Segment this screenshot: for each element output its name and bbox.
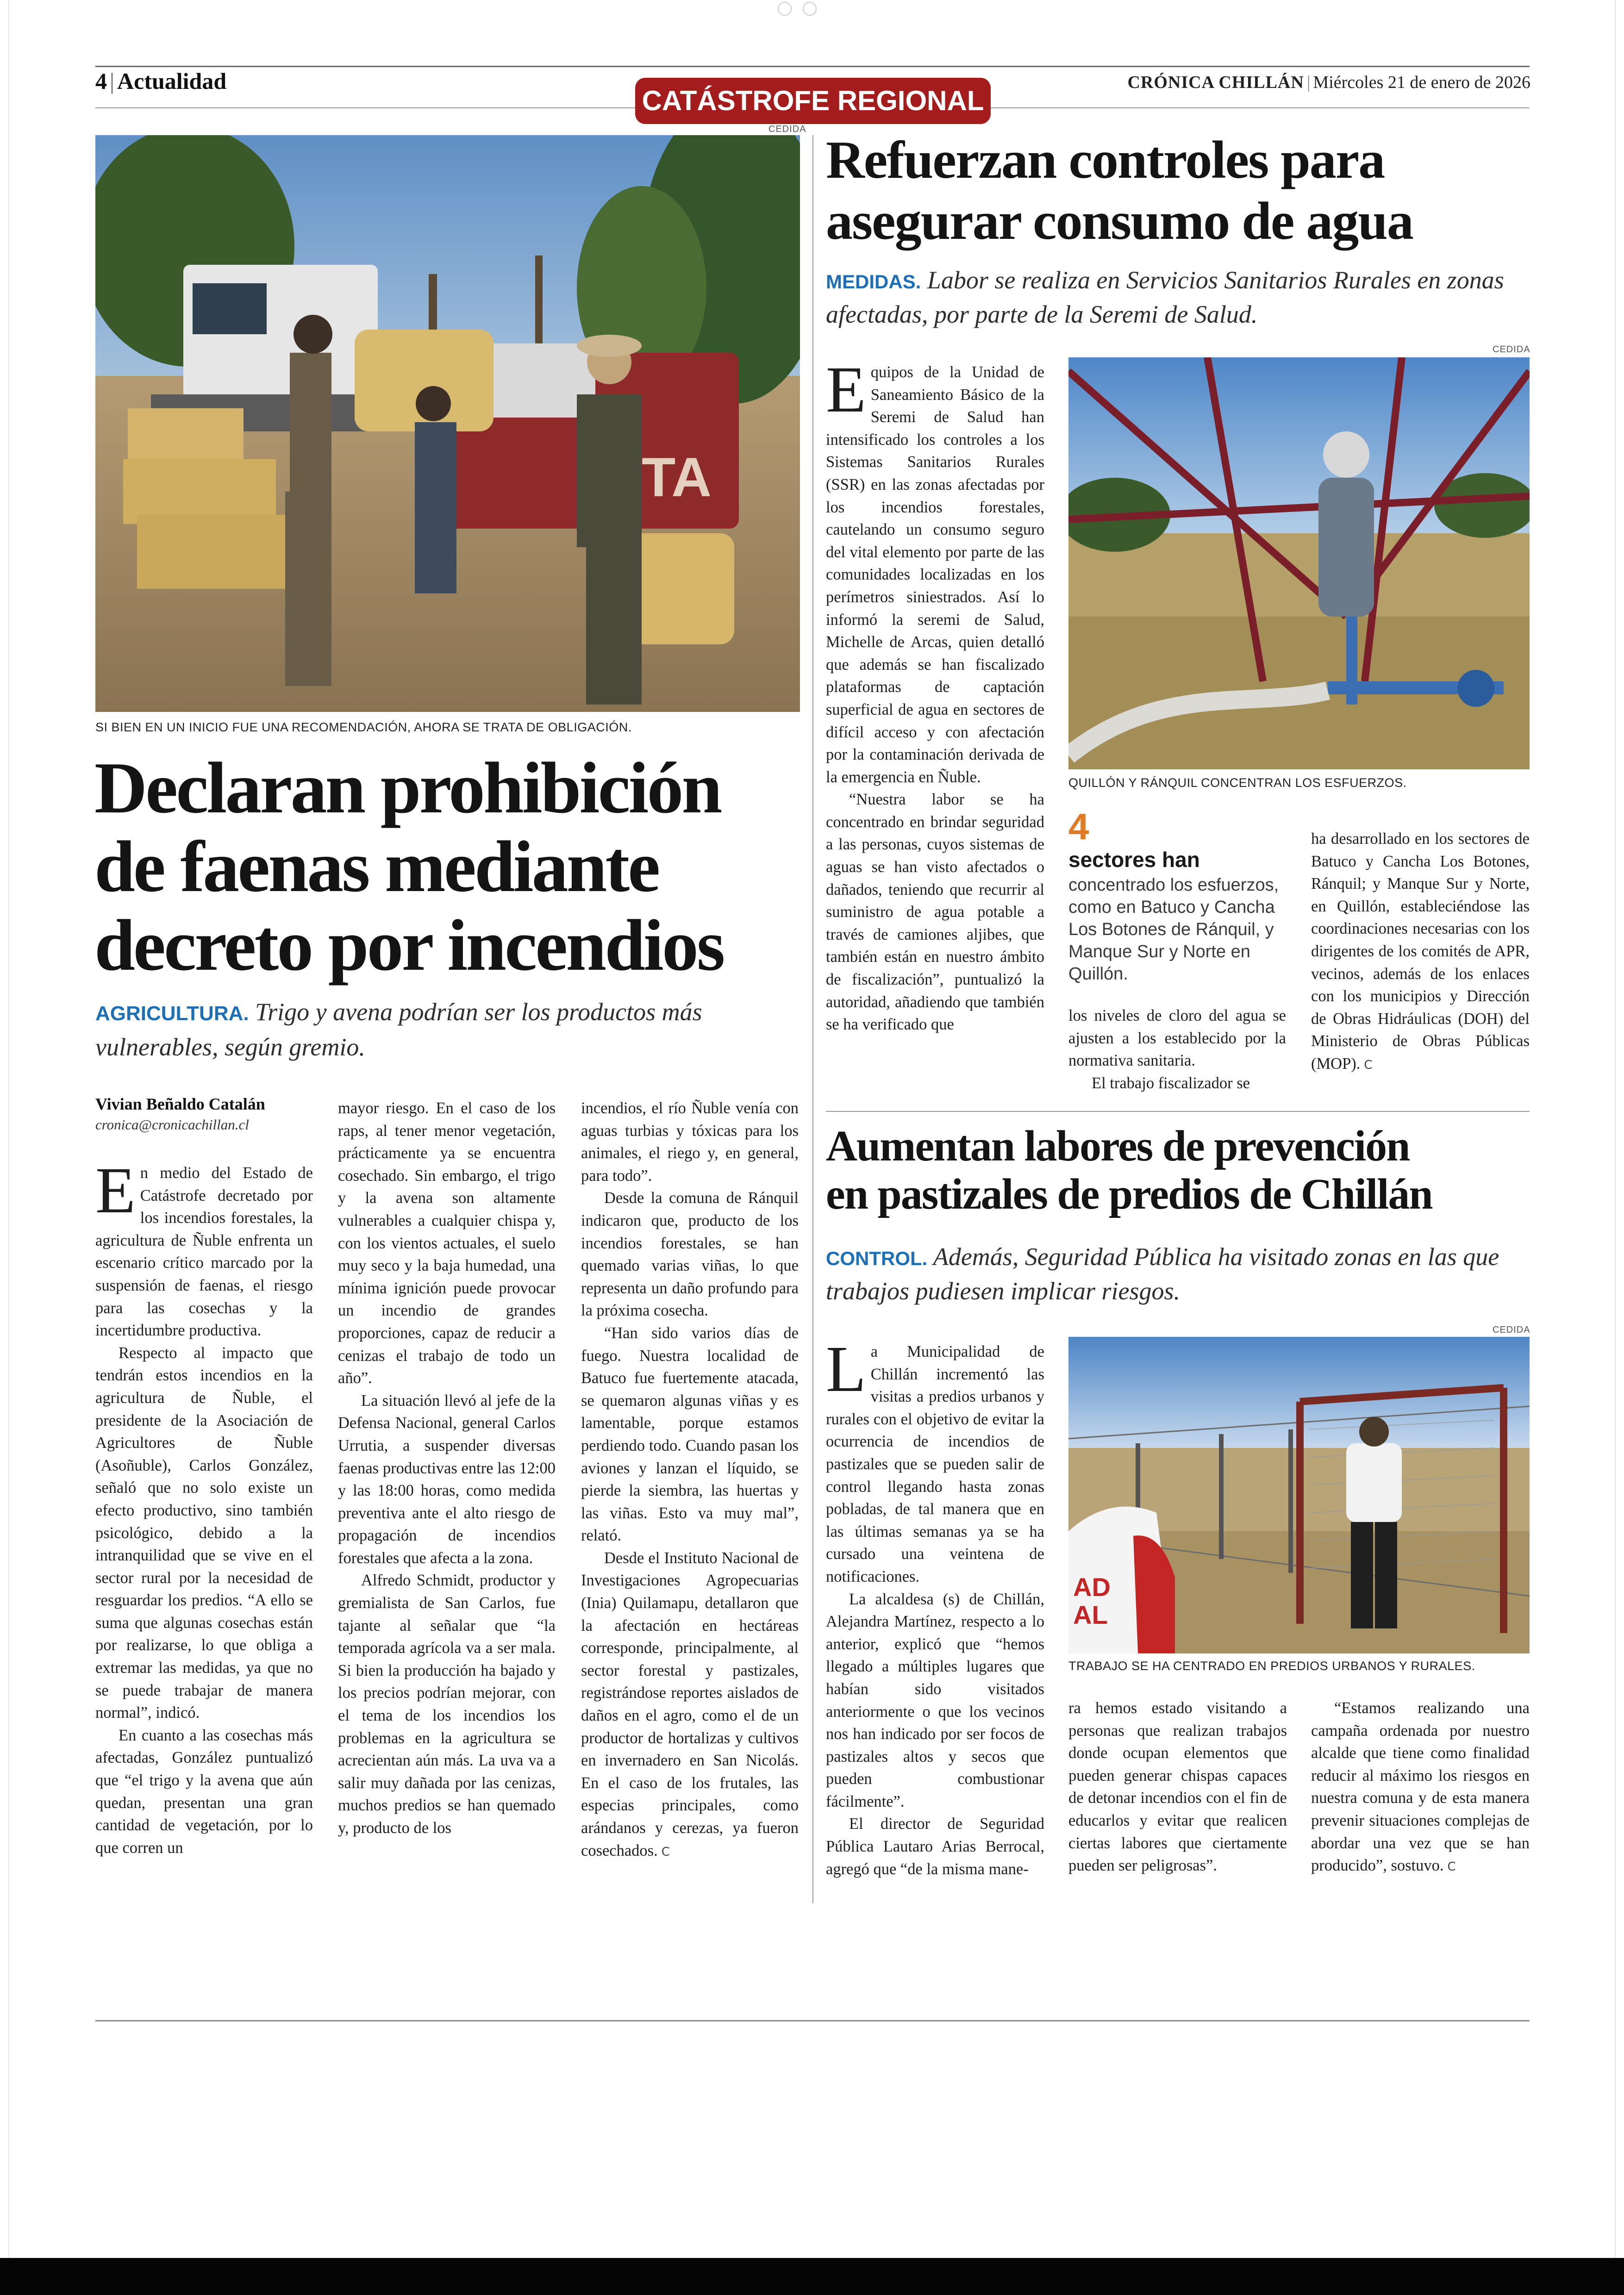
water-article-paragraph: ha desarrollado en los sectores de Batuco y Cancha Los Botones, Ránquil; y Manque Sur y Norte, en Quillón, estableciéndose las coordinaciones necesarias con los dirigentes de los comités de APR, vecinos, además de los enlaces con los municipios y Dirección de Obras Hidráulicas (DOH) del Ministerio de Obras Públicas (MOP). C — [1311, 830, 1530, 1073]
masthead-info: CRÓNICA CHILLÁN | Miércoles 21 de enero de 2026 — [1127, 73, 1530, 92]
water-article-paragraph: “Nuestra labor se ha concentrado en brindar seguridad a las personas, cuyos sistemas de aguas se han visto afectados o dañados, teniendo que recurrir al suministro de agua potable a través de camiones aljibes, que también están en nuestro ámbito de fiscalización”, puntualizó la autoridad, añadiendo que también se ha verificado que — [826, 791, 1044, 1034]
left-article-col-1 — [95, 1154, 313, 1859]
water-system-photo-image — [1068, 357, 1530, 769]
page-edge-left — [8, 0, 9, 2258]
stat-box — [1068, 808, 1286, 985]
left-article-paragraph: Desde el Instituto Nacional de Investigaciones Agropecuarias (Inia) Quilamapu, detallaron que la afectación en hectáreas corresponde, principalmente, al sector forestal y pastizales, registrándose reportes aislados de daños en el agro, como el de un productor de hortalizas y cultivos en invernadero en San Nicolás. En el caso de los frutales, las especias principales, como arándanos y cerezas, ya fueron cosechados. C — [581, 1549, 799, 1859]
svg-text:AL: AL — [1073, 1600, 1108, 1629]
column-divider — [812, 135, 813, 1903]
drop-cap: L — [826, 1332, 866, 1405]
byline — [95, 1094, 265, 1133]
left-article-paragraph: Respecto al impacto que tendrán estos incendios en la agricultura de Ñuble, el presidente de la Asociación de Agricultores de Ñuble (Asoñuble), Carlos González, señaló que no solo existe un efecto productivo, sino también psicológico, debido a la intranquilidad que se vive en el sector rural por la necesidad de resguardar los predios. “A ello se suma que algunas cosechas están por realizarse, lo que obliga a extremar las medidas, ya que no se puede trabajar de manera normal”, indicó. — [95, 1344, 313, 1722]
prevention-article-paragraph: La Municipalidad de Chillán incrementó las visitas a predios urbanos y rurales con el objetivo de evitar la ocurrencia de incendios de pastizales que se pueden salir de control llegando hasta zonas pobladas, de tal manera que en las últimas semanas ya se ha cursado una veintena de notificaciones. — [826, 1332, 1044, 1585]
end-mark-icon: C — [1447, 1860, 1456, 1874]
left-article-paragraph: Alfredo Schmidt, productor y gremialista de San Carlos, fue tajante al señalar que “la temporada agrícola va a ser mala. Si bien la producción ha bajado y los precios podrían mejorar, con el tema de los incendios los problemas en la agricultura se acrecientan aún más. La uva va a salir muy dañada por las cenizas, muchos predios se han quemado y, producto de los — [338, 1572, 556, 1837]
svg-text:TA: TA — [642, 446, 712, 508]
svg-text:AD: AD — [1073, 1572, 1111, 1602]
prevention-article-col-1 — [826, 1332, 1044, 1880]
fence-inspection-photo-image — [1068, 1337, 1530, 1653]
hay-bales-photo — [95, 135, 800, 712]
main-headline — [94, 749, 723, 985]
prevention-headline-line-1: Aumentan labores de prevención — [826, 1122, 1410, 1170]
prevention-deck-text: Además, Seguridad Pública ha visitado zonas en las que trabajos pudiesen implicar riesgos. — [826, 1243, 1499, 1305]
author-name: Vivian Beñaldo Catalán — [95, 1095, 265, 1113]
left-article-col-2 — [338, 1097, 556, 1840]
prevention-kicker: CONTROL. — [826, 1247, 928, 1269]
end-mark-icon: C — [1364, 1058, 1373, 1072]
left-article-paragraph: En medio del Estado de Catástrofe decretado por los incendios forestales, la agricultura de Ñuble enfrenta un escenario crítico marcado por la suspensión de faenas, el riesgo para las cosechas y la incertidumbre productiva. — [95, 1154, 313, 1340]
fence-inspection-photo — [1068, 1337, 1530, 1653]
photo-credit-prevention: CEDIDA — [1493, 1325, 1530, 1335]
photo-credit-water: CEDIDA — [1493, 344, 1530, 355]
page-indicator[interactable] — [778, 2, 833, 15]
prevention-article-paragraph: ra hemos estado visitando a personas que realizan trabajos donde ocupan elementos que pueden generar chispas capaces de detonar incendios con el fin de educarlos y evitar que realicen ciertas labores que ciertamente pueden ser peligrosas”. — [1068, 1699, 1287, 1875]
stat-text: concentrado los esfuerzos, como en Batuco y Cancha Los Botones de Ránquil, y Manque Sur y Norte en Quillón. — [1068, 875, 1279, 984]
water-deck — [826, 264, 1530, 331]
header-top-rule — [95, 66, 1530, 67]
water-article-paragraph: los niveles de cloro del agua se ajusten a los establecido por la normativa sanitaria. — [1068, 1007, 1286, 1070]
prevention-article-paragraph: La alcaldesa (s) de Chillán, Alejandra Martínez, respecto a lo anterior, explicó que “hemos llegado a múltiples lugares que habían sido visitados anteriormente o que los vecinos nos han indicado por ser focos de pastizales altos y secos que pueden combustionar fácilmente”. — [826, 1590, 1044, 1810]
water-article-paragraph: Equipos de la Unidad de Saneamiento Básico de la Seremi de Salud han intensificado los controles a los Sistemas Sanitarios Rurales (SSR) en las zonas afectadas por los incendios forestales, cautelando un consumo seguro del vital elemento por parte de las comunidades localizadas en los perímetros siniestrados. Así lo informó la seremi de Salud, Michelle de Arcas, quien detalló que además se han fiscalizado plataformas de captación superficial de agua en sectores de difícil acceso y con afectación por la contaminación derivada de la emergencia en Ñuble. — [826, 353, 1044, 786]
prevention-deck — [826, 1241, 1530, 1307]
water-article-col-3 — [1311, 828, 1530, 1077]
left-article-col-3 — [581, 1097, 799, 1863]
viewer-bottom-bar — [0, 2258, 1624, 2295]
prevention-article-paragraph: “Estamos realizando una campaña ordenada por nuestro alcalde que tiene como finalidad reducir al máximo los riesgos en nuestra comuna y de esta manera prevenir situaciones complejas de abordar una vez que se han producido”, sostuvo. C — [1311, 1699, 1530, 1875]
page-edge-right — [1615, 0, 1616, 2258]
main-kicker: AGRICULTURA. — [95, 1002, 249, 1025]
photo-caption-left: SI BIEN EN UN INICIO FUE UNA RECOMENDACIÓN, AHORA SE TRATA DE OBLIGACIÓN. — [95, 720, 632, 734]
water-headline-line-2: asegurar consumo de agua — [826, 192, 1413, 251]
left-article-paragraph: La situación llevó al jefe de la Defensa Nacional, general Carlos Urrutia, a suspender diversas faenas productivas entre las 12:00 y las 18:00 horas, como medida preventiva ante el alto riesgo de propagación de incendios forestales que afecta a la zona. — [338, 1391, 556, 1567]
photo-caption-prevention: TRABAJO SE HA CENTRADO EN PREDIOS URBANOS Y RURALES. — [1068, 1659, 1475, 1673]
water-kicker: MEDIDAS. — [826, 271, 921, 293]
water-article-col-2 — [1068, 1004, 1286, 1094]
stat-number: 4 — [1068, 806, 1089, 847]
water-headline — [826, 130, 1413, 252]
left-article-paragraph: mayor riesgo. En el caso de los raps, al tener menor vegetación, prácticamente ya se encuentra cosechado. Sin embargo, el trigo y la avena son altamente vulnerables a cualquier chispa y, con los vientos actuales, el suelo muy seco y la baja humedad, una mínima ignición puede provocar un incendio de grandes proporciones, capaz de reducir a cenizas el trabajo de todo un año”. — [338, 1099, 556, 1387]
page-bottom-rule — [95, 2020, 1530, 2021]
end-mark-icon: C — [661, 1845, 670, 1859]
main-headline-line-1: Declaran prohibición — [94, 748, 721, 829]
left-article-paragraph: En cuanto a las cosechas más afectadas, González puntualizó que “el trigo y la avena que aún quedan, presentan una gran cantidad de vegetación, por lo que corren un — [95, 1726, 313, 1857]
water-system-photo — [1068, 357, 1530, 769]
main-deck — [95, 995, 790, 1064]
photo-credit-left: CEDIDA — [768, 124, 806, 134]
drop-cap: E — [95, 1154, 136, 1227]
stat-label: sectores han — [1068, 848, 1200, 872]
water-article-col-1 — [826, 353, 1044, 1036]
right-section-divider — [826, 1111, 1530, 1112]
section-label: 4 | Actualidad — [95, 68, 227, 94]
water-article-paragraph: El trabajo fiscalizador se — [1092, 1074, 1250, 1092]
publication-name: CRÓNICA CHILLÁN — [1127, 73, 1304, 92]
left-article-paragraph: incendios, el río Ñuble venía con aguas turbias y tóxicas para los animales, el riego y, en general, para todo”. — [581, 1099, 799, 1185]
author-email[interactable]: cronica@cronicachillan.cl — [95, 1116, 249, 1133]
left-article-paragraph: Desde la comuna de Ránquil indicaron que, producto de los incendios forestales, se han quemado varias viñas, lo que representa un daño profundo para la próxima cosecha. — [581, 1189, 799, 1320]
drop-cap: E — [826, 353, 866, 426]
page-number: 4 — [95, 68, 107, 94]
prevention-article-col-2 — [1068, 1697, 1287, 1877]
water-headline-line-1: Refuerzan controles para — [826, 131, 1385, 190]
issue-date: Miércoles 21 de enero de 2026 — [1313, 73, 1530, 92]
main-headline-line-3: decreto por incendios — [94, 905, 724, 986]
section-name: Actualidad — [117, 68, 227, 94]
prevention-article-paragraph: El director de Seguridad Pública Lautaro Arias Berrocal, agregó que “de la misma mane- — [826, 1815, 1044, 1878]
photo-caption-water: QUILLÓN Y RÁNQUIL CONCENTRAN LOS ESFUERZOS. — [1068, 776, 1407, 790]
hay-bales-photo-image — [95, 135, 800, 712]
left-article-paragraph: “Han sido varios días de fuego. Nuestra localidad de Batuco fue fuertemente atacada, se quemaron algunas viñas y es lamentable, porque estamos perdiendo todo. Cuando pasan los aviones y lanzan el líquido, se pierde la siembra, las huertas y las viñas. Esto va muy mal”, relató. — [581, 1324, 799, 1545]
prevention-headline — [826, 1122, 1432, 1218]
section-banner: CATÁSTROFE REGIONAL — [635, 78, 991, 124]
prevention-headline-line-2: en pastizales de predios de Chillán — [826, 1170, 1432, 1218]
main-headline-line-2: de faenas mediante — [94, 826, 659, 907]
water-deck-text: Labor se realiza en Servicios Sanitarios Rurales en zonas afectadas, por parte de la Seremi de Salud. — [826, 266, 1504, 328]
prevention-article-col-3 — [1311, 1697, 1530, 1878]
main-deck-text: Trigo y avena podrían ser los productos más vulnerables, según gremio. — [95, 998, 702, 1061]
